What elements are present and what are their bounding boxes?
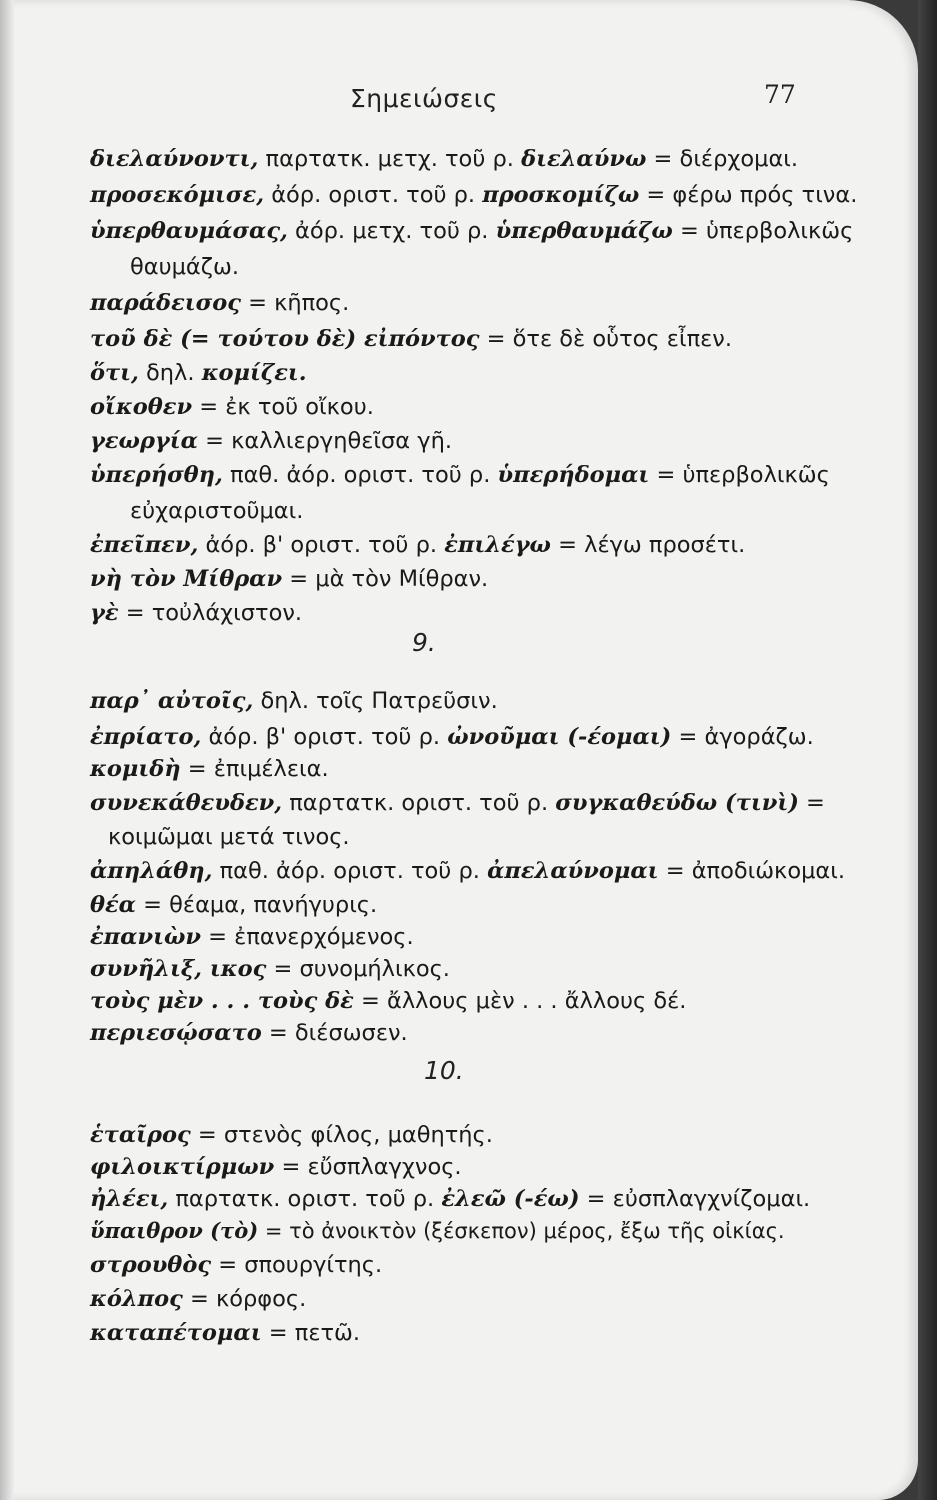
gloss-entry	[90, 144, 798, 174]
gloss-term: προσεκόμισε,	[90, 182, 265, 208]
gloss-term: συγκαθεύδω (τινὶ)	[555, 790, 799, 816]
gloss-definition: θαυμάζω.	[130, 254, 239, 280]
gloss-entry	[90, 216, 853, 246]
gloss-entry	[90, 1152, 462, 1182]
gloss-entry	[90, 1184, 810, 1214]
gloss-entry	[90, 1284, 306, 1314]
gloss-entry	[90, 986, 686, 1016]
section-heading: 10.	[424, 1056, 464, 1085]
gloss-term: ὑπερθαυμάζω	[495, 218, 673, 244]
gloss-definition: παρτατκ. οριστ. τοῦ ρ.	[289, 790, 549, 816]
gloss-term: διελαύνω	[521, 146, 647, 172]
gloss-entry	[90, 890, 377, 920]
gloss-term: στρουθὸς	[90, 1252, 212, 1278]
gloss-definition: παρτατκ. οριστ. τοῦ ρ.	[175, 1186, 435, 1212]
page-number: 77	[764, 80, 796, 109]
gloss-definition: = στενὸς φίλος, μαθητής.	[197, 1122, 493, 1148]
gloss-entry	[90, 1018, 408, 1048]
gloss-definition: = λέγω προσέτι.	[558, 532, 746, 558]
gloss-definition: = ἄλλους μὲν . . . ἄλλους δέ.	[361, 988, 687, 1014]
gloss-entry	[90, 954, 450, 984]
gloss-entry	[90, 922, 414, 952]
gloss-term: φιλοικτίρμων	[90, 1154, 275, 1180]
gloss-term: κόλπος	[90, 1286, 183, 1312]
gloss-entry	[90, 1250, 382, 1280]
gloss-definition: = φέρω πρός τινα.	[646, 182, 858, 208]
gloss-definition: = πετῶ.	[268, 1320, 361, 1346]
gloss-definition: = διέρχομαι.	[653, 146, 799, 172]
gloss-term: ἐπιλέγω	[444, 532, 551, 558]
gloss-entry	[90, 598, 302, 628]
gloss-entry	[90, 788, 825, 818]
gloss-term: κομιδὴ	[90, 756, 181, 782]
gloss-term: θέα	[90, 892, 136, 918]
gloss-term: ὑπερήσθη,	[90, 462, 223, 488]
gloss-term: ἀπελαύνομαι	[487, 858, 659, 884]
gloss-term: ὅτι,	[90, 360, 139, 386]
gloss-definition: = καλλιεργηθεῖσα γῆ.	[205, 428, 453, 454]
gloss-definition: δηλ. τοῖς Πατρεῦσιν.	[260, 688, 498, 714]
gloss-definition: παρτατκ. μετχ. τοῦ ρ.	[265, 146, 514, 172]
gloss-definition: ἀόρ. β' οριστ. τοῦ ρ.	[208, 724, 441, 750]
gloss-term: ὑπερήδομαι	[497, 462, 650, 488]
gloss-term: ὑπερθαυμάσας,	[90, 218, 288, 244]
running-head: Σημειώσεις	[350, 84, 498, 113]
gloss-entry	[90, 1120, 493, 1150]
gloss-definition: παθ. ἀόρ. οριστ. τοῦ ρ.	[219, 858, 480, 884]
gloss-term: ἐλεῶ (-έω)	[441, 1186, 580, 1212]
gloss-definition: = τοὐλάχιστον.	[125, 600, 303, 626]
gloss-definition: ἀόρ. β' οριστ. τοῦ ρ.	[205, 532, 438, 558]
page-edge-shadow	[918, 0, 937, 1500]
gloss-term: ὠνοῦμαι (-έομαι)	[447, 724, 672, 750]
gloss-entry	[90, 288, 349, 318]
gloss-term: ἐπρίατο,	[90, 724, 202, 750]
gloss-definition: = μὰ τὸν Μίθραν.	[289, 566, 489, 592]
gloss-definition: = ὅτε δὲ οὗτος εἶπεν.	[486, 326, 732, 352]
gloss-definition: = εὐσπλαγχνίζομαι.	[586, 1186, 811, 1212]
gloss-term: προσκομίζω	[482, 182, 640, 208]
gloss-definition: = κῆπος.	[248, 290, 350, 316]
gloss-entry	[90, 564, 488, 594]
gloss-definition: = θέαμα, πανήγυρις.	[143, 892, 378, 918]
gloss-definition: = ἐκ τοῦ οἴκου.	[199, 394, 374, 420]
gloss-term: τοὺς μὲν . . . τοὺς δὲ	[90, 988, 354, 1014]
gloss-entry	[90, 180, 857, 210]
gloss-entry	[90, 358, 307, 388]
gloss-definition: παθ. ἀόρ. οριστ. τοῦ ρ.	[230, 462, 491, 488]
gloss-entry	[90, 392, 374, 422]
gloss-term: γὲ	[90, 600, 119, 626]
gloss-definition: = ἀποδιώκομαι.	[665, 858, 845, 884]
gloss-term: ἐπεῖπεν,	[90, 532, 199, 558]
gloss-definition: = ὑπερβολικῶς	[656, 462, 830, 488]
gloss-term: συνεκάθευδεν,	[90, 790, 283, 816]
gloss-term: γεωργία	[90, 428, 198, 454]
gloss-entry	[90, 426, 452, 456]
gloss-term: οἴκοθεν	[90, 394, 193, 420]
gloss-term: νὴ τὸν Μίθραν	[90, 566, 283, 592]
gloss-term: παράδεισος	[90, 290, 241, 316]
gloss-entry	[90, 460, 830, 490]
gloss-term: κομίζει.	[201, 360, 307, 386]
gloss-term: ἀπηλάθη,	[90, 858, 213, 884]
gloss-definition: δηλ.	[146, 360, 195, 386]
gloss-entry	[90, 1216, 785, 1246]
gloss-entry	[90, 856, 845, 886]
gloss-term: ἑταῖρος	[90, 1122, 191, 1148]
gloss-term: τοῦ δὲ (= τούτου δὲ) εἰπόντος	[90, 326, 480, 352]
gloss-term: ἐπανιὼν	[90, 924, 201, 950]
gloss-entry	[90, 324, 732, 354]
gloss-definition: = ἐπιμέλεια.	[187, 756, 329, 782]
gloss-term: διελαύνοντι,	[90, 146, 259, 172]
gloss-definition: =	[806, 790, 825, 816]
gloss-definition: = κόρφος.	[189, 1286, 307, 1312]
gloss-continuation	[130, 252, 239, 282]
gloss-definition: = διέσωσεν.	[268, 1020, 408, 1046]
gloss-definition: = τὸ ἀνοικτὸν (ξέσκεπον) μέρος, ἔξω τῆς οἰκίας.	[264, 1219, 785, 1243]
gloss-entry	[90, 1318, 360, 1348]
page-spine-shadow	[0, 0, 14, 1500]
gloss-definition: = ἀγοράζω.	[678, 724, 814, 750]
gloss-definition: = εὔσπλαγχνος.	[281, 1154, 462, 1180]
gloss-entry	[90, 686, 498, 716]
section-heading: 9.	[412, 628, 436, 657]
gloss-definition: ἀόρ. οριστ. τοῦ ρ.	[271, 182, 476, 208]
gloss-term: ἠλέει,	[90, 1186, 169, 1212]
gloss-definition: κοιμῶμαι μετά τινος.	[108, 824, 350, 850]
gloss-term: περιεσῴσατο	[90, 1020, 262, 1046]
gloss-definition: = συνομήλικος.	[273, 956, 450, 982]
gloss-definition: = ὑπερβολικῶς	[679, 218, 854, 244]
gloss-entry	[90, 722, 814, 752]
gloss-definition: ἀόρ. μετχ. τοῦ ρ.	[295, 218, 489, 244]
gloss-term: ὕπαιθρον (τὸ)	[90, 1218, 259, 1243]
gloss-definition: εὐχαριστοῦμαι.	[130, 498, 304, 524]
gloss-term: παρ᾽ αὐτοῖς,	[90, 688, 254, 714]
gloss-entry	[90, 754, 329, 784]
gloss-term: συνῆλιξ, ικος	[90, 956, 267, 982]
gloss-term: καταπέτομαι	[90, 1320, 262, 1346]
gloss-continuation	[130, 496, 303, 526]
gloss-definition: = σπουργίτης.	[218, 1252, 383, 1278]
gloss-continuation	[108, 822, 350, 852]
gloss-definition: = ἐπανερχόμενος.	[208, 924, 414, 950]
gloss-entry	[90, 530, 745, 560]
